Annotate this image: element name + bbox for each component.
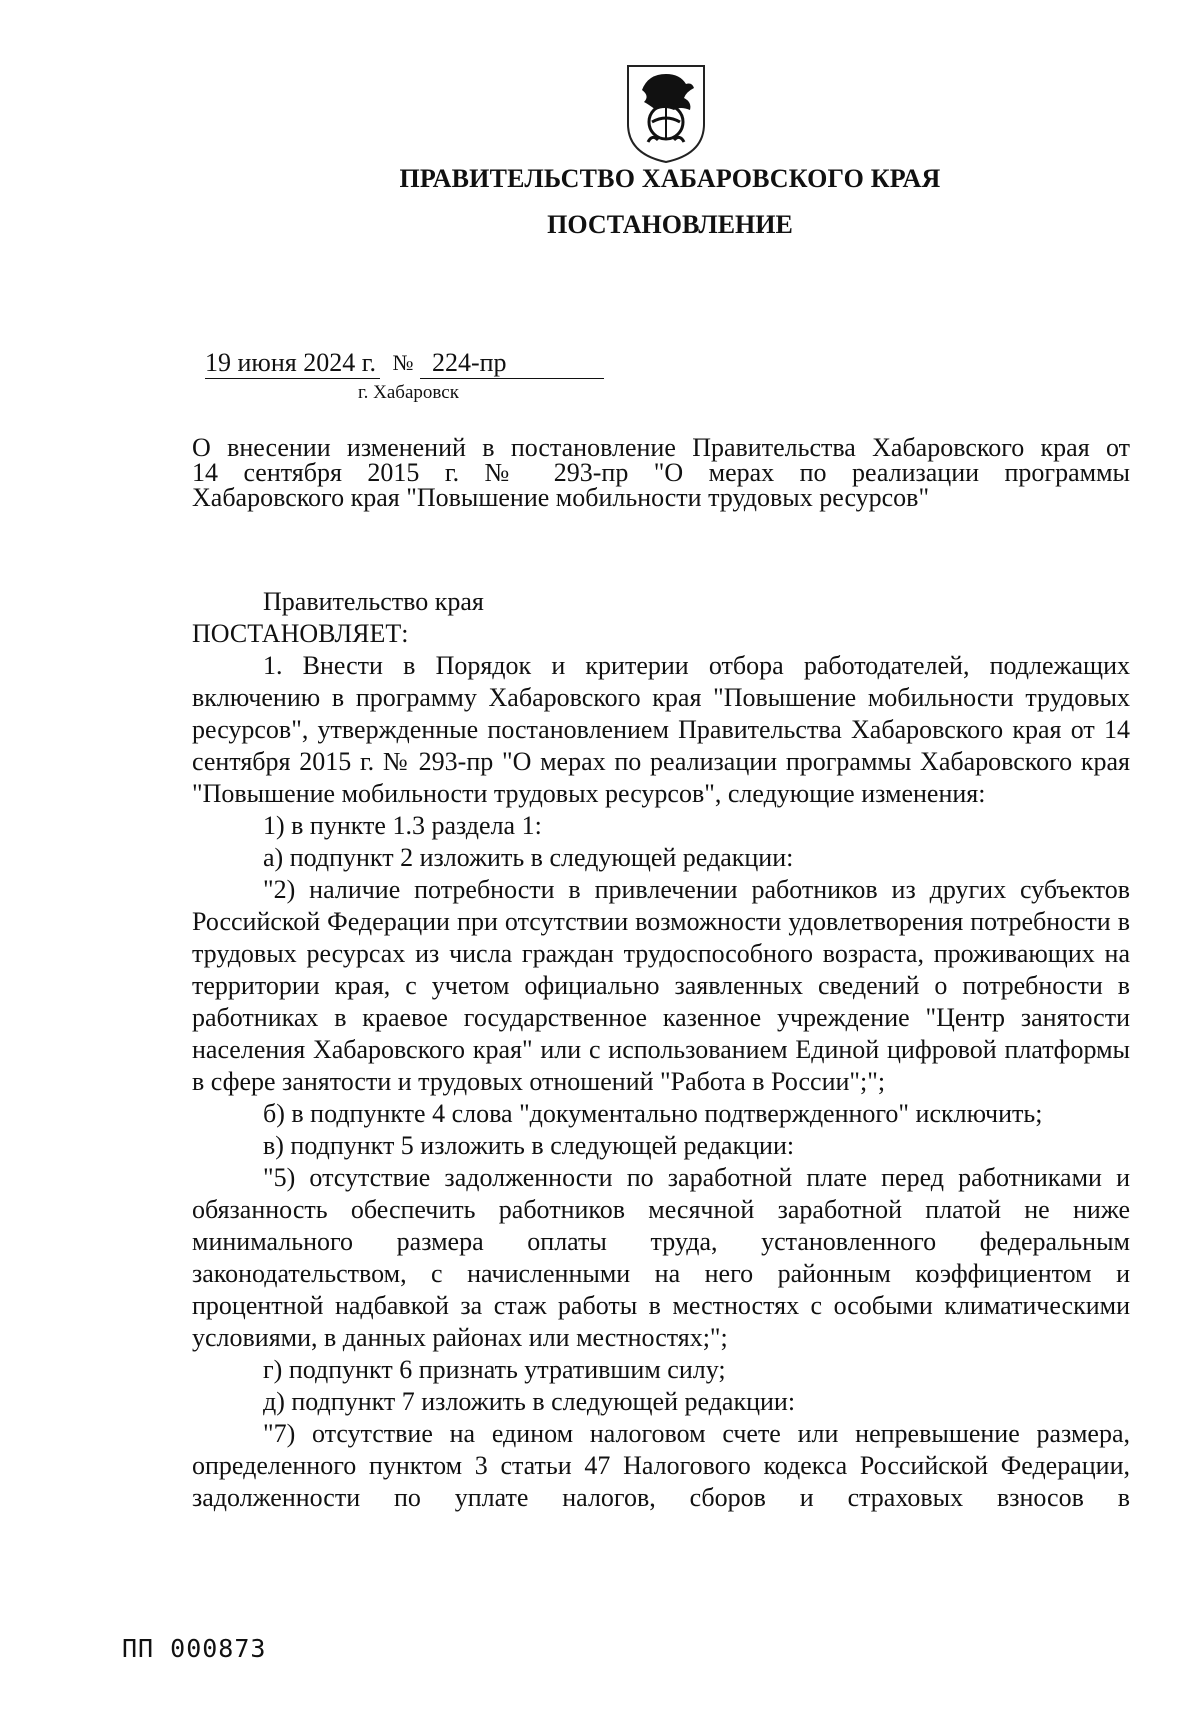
- subject-line: О внесении изменений в постановление Правительства Хабаровского края от: [192, 433, 1130, 462]
- subject-line: Хабаровского края "Повышение мобильности трудовых ресурсов": [192, 483, 930, 512]
- paragraph: а) подпункт 2 изложить в следующей редакции:: [263, 843, 794, 872]
- paragraph: д) подпункт 7 изложить в следующей редакции:: [263, 1387, 796, 1416]
- document-type-title: ПОСТАНОВЛЕНИЕ: [547, 210, 793, 239]
- khabarovsk-coat-of-arms-icon: [622, 62, 710, 166]
- date-number-line: [205, 348, 604, 379]
- document-body: [192, 586, 1130, 1514]
- number-sign: №: [392, 350, 414, 375]
- paragraph: "2) наличие потребности в привлечении работников из других субъектов Российской Федерации при отсутствии возможности удовлетворения потребности в трудовых ресурсах из числа граждан трудоспособного возраста, проживающих на территории края, с учетом официально заявленных сведений о потребности в работниках в краевое государственное казенное учреждение "Центр занятости населения Хабаровского края" или с использованием Единой цифровой платформы в сфере занятости и трудовых отношений "Работа в России";";: [192, 875, 1130, 1096]
- organization-title: ПРАВИТЕЛЬСТВО ХАБАРОВСКОГО КРАЯ: [399, 164, 941, 193]
- form-code: ПП 000873: [122, 1634, 267, 1663]
- document-city: г. Хабаровск: [358, 382, 459, 403]
- paragraph: 1) в пункте 1.3 раздела 1:: [263, 811, 542, 840]
- intro-line: Правительство края: [263, 587, 484, 616]
- paragraph: "7) отсутствие на едином налоговом счете или непревышение размера, определенного пунктом 3 статьи 47 Налогового кодекса Российской Федерации, задолженности по уплате налогов, сборов и страховых взносов в: [192, 1419, 1130, 1512]
- paragraph: "5) отсутствие задолженности по заработной плате перед работниками и обязанность обеспечить работников месячной заработной платой не ниже минимального размера оплаты труда, установленного федеральным законодательством, с начисленными на него районным коэффициентом и процентной надбавкой за стаж работы в местностях с особыми климатическими условиями, в данных районах или местностях;";: [192, 1163, 1130, 1352]
- document-number: 224-пр: [420, 348, 604, 379]
- subject-line: 14 сентября 2015 г. № 293-пр "О мерах по реализации программы: [192, 458, 1130, 487]
- document-subject: [192, 435, 1130, 510]
- document-date: 19 июня 2024 г.: [205, 348, 380, 379]
- paragraph: в) подпункт 5 изложить в следующей редакции:: [263, 1131, 795, 1160]
- paragraph: б) в подпункте 4 слова "документально подтвержденного" исключить;: [263, 1099, 1043, 1128]
- paragraph: 1. Внести в Порядок и критерии отбора работодателей, подлежащих включению в программу Хабаровского края "Повышение мобильности трудовых ресурсов", утвержденные постановлением Правительства Хабаровского края от 14 сентября 2015 г. № 293-пр "О мерах по реализации программы Хабаровского края "Повышение мобильности трудовых ресурсов", следующие изменения:: [192, 651, 1130, 808]
- decree-keyword: ПОСТАНОВЛЯЕТ:: [192, 619, 409, 648]
- paragraph: г) подпункт 6 признать утратившим силу;: [263, 1355, 726, 1384]
